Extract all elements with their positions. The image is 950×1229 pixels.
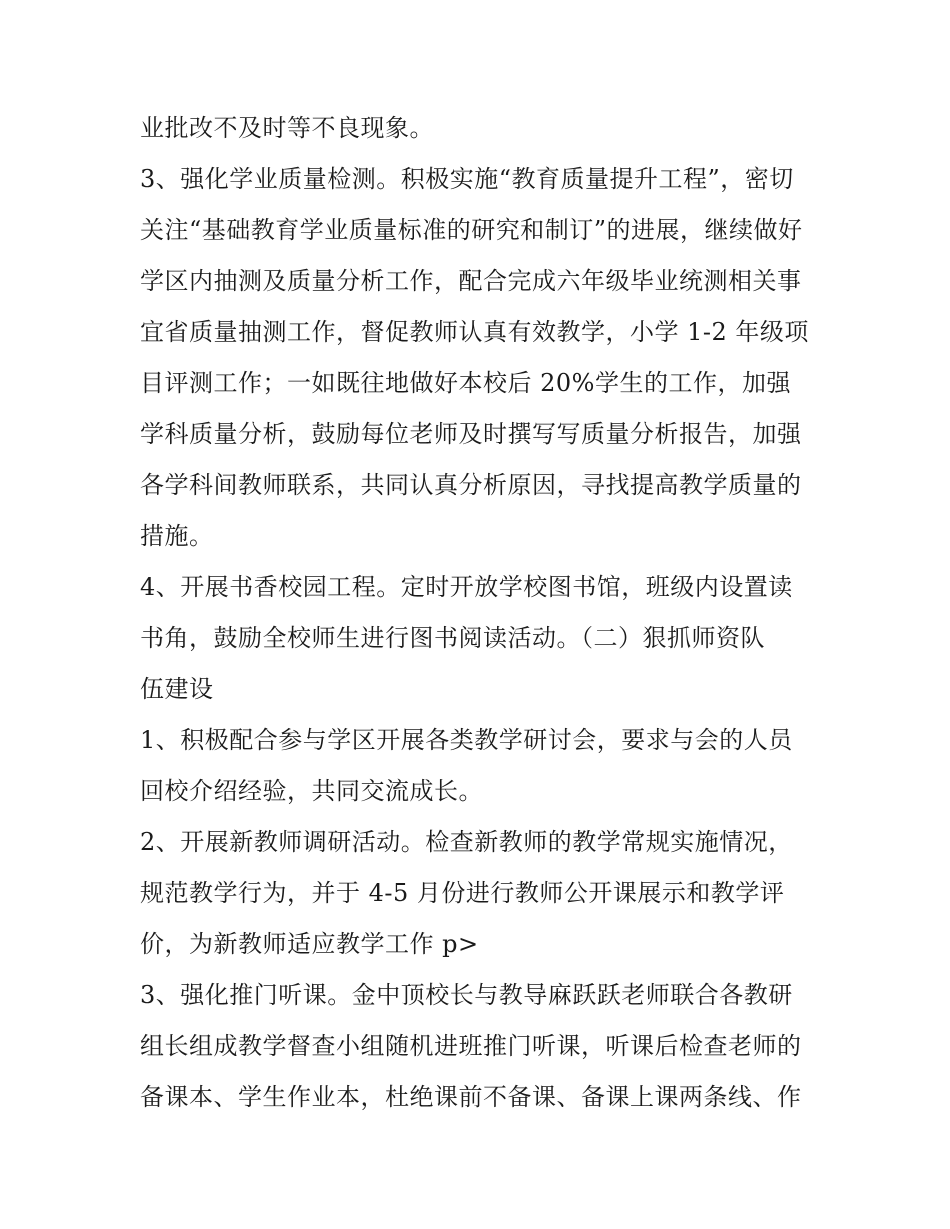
text-line: 宜省质量抽测工作，督促教师认真有效教学，小学 1-2 年级项: [140, 318, 809, 346]
text-line: 伍建设: [140, 675, 214, 703]
text-line: 2、开展新教师调研活动。检查新教师的教学常规实施情况，: [140, 828, 793, 856]
text-line: 各学科间教师联系，共同认真分析原因，寻找提高教学质量的: [140, 471, 802, 499]
body-text: [140, 103, 830, 1123]
text-line: 目评测工作；一如既往地做好本校后 20%学生的工作，加强: [140, 369, 791, 397]
text-line: 学区内抽测及质量分析工作，配合完成六年级毕业统测相关事: [140, 267, 802, 295]
text-line: 业批改不及时等不良现象。: [140, 114, 434, 142]
text-line: 4、开展书香校园工程。定时开放学校图书馆，班级内设置读: [140, 573, 793, 601]
text-line: 书角，鼓励全校师生进行图书阅读活动。（二）狠抓师资队: [140, 624, 765, 652]
text-line: 备课本、学生作业本，杜绝课前不备课、备课上课两条线、作: [140, 1083, 802, 1111]
text-line: 组长组成教学督查小组随机进班推门听课，听课后检查老师的: [140, 1032, 802, 1060]
text-line: 3、强化推门听课。金中顶校长与教导麻跃跃老师联合各教研: [140, 981, 793, 1009]
text-line: 措施。: [140, 522, 214, 550]
text-line: 规范教学行为，并于 4-5 月份进行教师公开课展示和教学评: [140, 879, 785, 907]
text-line: 学科质量分析，鼓励每位老师及时撰写写质量分析报告，加强: [140, 420, 802, 448]
text-line: 回校介绍经验，共同交流成长。: [140, 777, 483, 805]
text-line: 3、强化学业质量检测。积极实施“教育质量提升工程”，密切: [140, 165, 794, 193]
text-line: 价，为新教师适应教学工作 p>: [140, 930, 479, 958]
text-line: 1、积极配合参与学区开展各类教学研讨会，要求与会的人员: [140, 726, 793, 754]
text-line: 关注“基础教育学业质量标准的研究和制订”的进展，继续做好: [140, 216, 803, 244]
